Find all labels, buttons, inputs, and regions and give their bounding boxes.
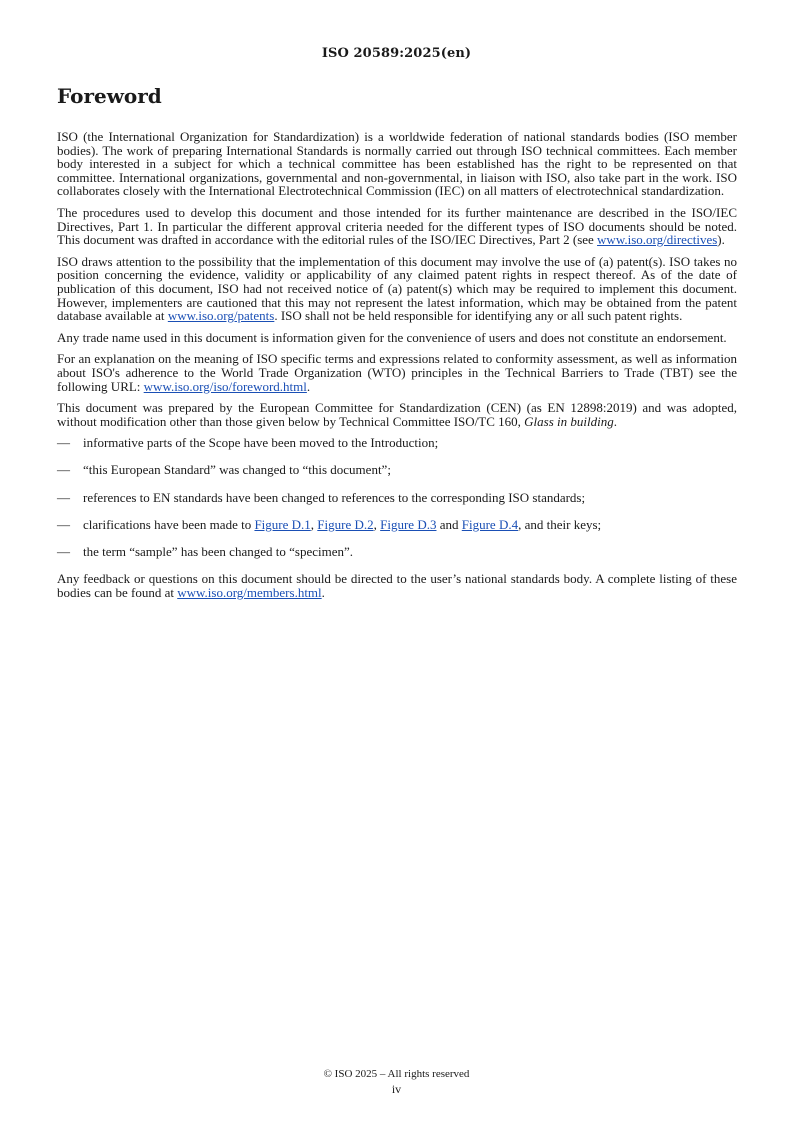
changes-list: [57, 436, 737, 558]
paragraph-directives-text: The procedures used to develop this document and those intended for its further maintenance are described in the ISO/IEC Directives, Part 1. In particular the different approval criteria needed for the different types of ISO documents should be noted. This document was drafted in accordance with the editorial rules of the ISO/IEC Directives, Part 2 (see: [57, 204, 737, 248]
list-item: [57, 545, 737, 559]
separator-text: and: [436, 516, 462, 532]
foreword-body: [57, 130, 737, 607]
separator-text: ,: [373, 516, 381, 532]
paragraph-conformity-text: For an explanation on the meaning of ISO specific terms and expressions related to conformity assessment, as well as information about ISO's adherence to the World Trade Organization (WTO) principles in the Technical Barriers to Trade (TBT) see the following URL:: [57, 351, 737, 394]
list-item-text: references to EN standards have been changed to references to the corresponding ISO standards;: [83, 489, 586, 505]
list-item-text: the term “sample” has been changed to “specimen”.: [83, 544, 353, 560]
paragraph-directives-end: ).: [717, 232, 725, 248]
separator-text: ,: [310, 516, 318, 532]
list-item: [57, 518, 737, 532]
committee-title: Glass in building: [524, 413, 614, 429]
paragraph-conformity: [57, 352, 737, 393]
paragraph-feedback: [57, 572, 737, 599]
figure-d4-link[interactable]: Figure D.4: [461, 516, 519, 532]
paragraph-prepared-by: [57, 401, 737, 428]
dash-marker: —: [57, 462, 70, 478]
document-id-header: ISO 20589:2025(en): [321, 46, 472, 61]
patents-link[interactable]: www.iso.org/patents: [167, 308, 275, 324]
list-item-text: clarifications have been made to: [83, 516, 255, 532]
paragraph-prepared-by-text: This document was prepared by the European Committee for Standardization (CEN) (as EN 12898:2019) and was adopted, without modification other than those given below by Technical Committee ISO/TC 160,: [57, 400, 737, 429]
paragraph-patents-end: . ISO shall not be held responsible for identifying any or all such patent rights.: [274, 308, 683, 324]
list-item: [57, 436, 737, 450]
list-item-text: informative parts of the Scope have been moved to the Introduction;: [83, 435, 439, 451]
list-item: [57, 491, 737, 505]
directives-link[interactable]: www.iso.org/directives: [597, 232, 718, 248]
list-item-text: “this European Standard” was changed to “this document”;: [83, 462, 391, 478]
paragraph-patents: [57, 255, 737, 323]
dash-marker: —: [57, 489, 70, 505]
paragraph-iso-intro: ISO (the International Organization for Standardization) is a worldwide federation of national standards bodies (ISO member bodies). The work of preparing International Standards is normally carried out through ISO technical committees. Each member body interested in a subject for which a technical committee has been established has the right to be represented on that committee. International organizations, governmental and non-governmental, in liaison with ISO, also take part in the work. ISO collaborates closely with the International Electrotechnical Commission (IEC) on all matters of electrotechnical standardization.: [57, 129, 737, 199]
list-item-end: , and their keys;: [518, 516, 602, 532]
dash-marker: —: [57, 435, 70, 451]
dash-marker: —: [57, 516, 70, 532]
paragraph-feedback-end: .: [321, 584, 325, 600]
paragraph-trade-name: Any trade name used in this document is information given for the convenience of users and does not constitute an endorsement.: [57, 329, 727, 345]
paragraph-directives: [57, 206, 737, 247]
paragraph-prepared-by-end: .: [613, 413, 617, 429]
copyright-notice: © ISO 2025 – All rights reserved: [323, 1068, 470, 1080]
dash-marker: —: [57, 544, 70, 560]
foreword-link[interactable]: www.iso.org/iso/foreword.html: [143, 378, 307, 394]
page-number: iv: [391, 1082, 402, 1096]
figure-d3-link[interactable]: Figure D.3: [380, 516, 437, 532]
paragraph-feedback-text: Any feedback or questions on this document should be directed to the user’s national standards body. A complete listing of these bodies can be found at: [57, 571, 737, 600]
page-title: Foreword: [57, 84, 162, 108]
members-link[interactable]: www.iso.org/members.html: [177, 584, 322, 600]
list-item: [57, 463, 737, 477]
paragraph-patents-text: ISO draws attention to the possibility that the implementation of this document may involve the use of (a) patent(s). ISO takes no position concerning the evidence, validity or applicability of any claimed patent rights in respect thereof. As of the date of publication of this document, ISO had not received notice of (a) patent(s) which may be required to implement this document. However, implementers are cautioned that this may not represent the latest information, which may be obtained from the patent database available at: [57, 253, 737, 324]
page-footer: [0, 1067, 793, 1097]
figure-d1-link[interactable]: Figure D.1: [254, 516, 311, 532]
paragraph-conformity-end: .: [306, 378, 311, 394]
figure-d2-link[interactable]: Figure D.2: [317, 516, 374, 532]
